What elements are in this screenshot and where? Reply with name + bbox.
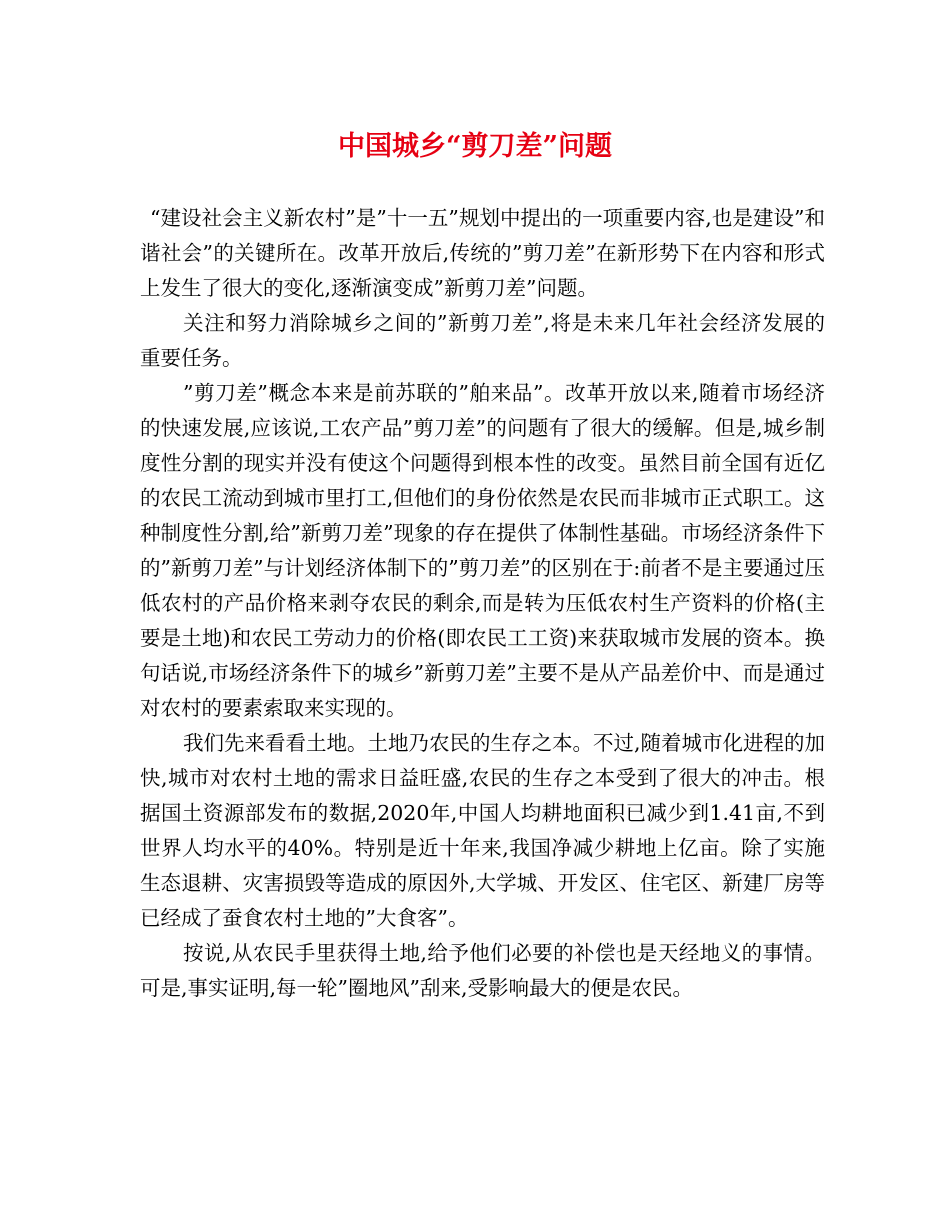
paragraph-5: 按说,从农民手里获得土地,给予他们必要的补偿也是天经地义的事情。可是,事实证明,每一轮”圈地风”刮来,受影响最大的便是农民。: [140, 941, 825, 1000]
paragraph-4: 我们先来看看土地。土地乃农民的生存之本。不过,随着城市化进程的加快,城市对农村土地的需求日益旺盛,农民的生存之本受到了很大的冲击。根据国土资源部发布的数据,2020年,中国人均耕地面积已减少到1.41亩,不到世界人均水平的40%。特别是近十年来,我国净减少耕地上亿亩。除了实施生态退耕、灾害损毁等造成的原因外,大学城、开发区、住宅区、新建厂房等已经成了蚕食农村土地的”大食客”。: [140, 731, 826, 930]
document-body: [140, 201, 825, 1006]
document-title: 中国城乡“剪刀差”问题: [337, 131, 613, 162]
paragraph-1: “建设社会主义新农村”是”十一五”规划中提出的一项重要内容,也是建设”和谐社会”的关键所在。改革开放后,传统的”剪刀差”在新形势下在内容和形式上发生了很大的变化,逐渐演变成”新剪刀差”问题。: [140, 206, 825, 300]
paragraph-2: 关注和努力消除城乡之间的”新剪刀差”,将是未来几年社会经济发展的重要任务。: [140, 311, 825, 370]
paragraph-3: ”剪刀差”概念本来是前苏联的”舶来品”。改革开放以来,随着市场经济的快速发展,应该说,工农产品”剪刀差”的问题有了很大的缓解。但是,城乡制度性分割的现实并没有使这个问题得到根本性的改变。虽然目前全国有近亿的农民工流动到城市里打工,但他们的身份依然是农民而非城市正式职工。这种制度性分割,给”新剪刀差”现象的存在提供了体制性基础。市场经济条件下的”新剪刀差”与计划经济体制下的”剪刀差”的区别在于:前者不是主要通过压低农村的产品价格来剥夺农民的剩余,而是转为压低农村生产资料的价格(主要是土地)和农民工劳动力的价格(即农民工工资)来获取城市发展的资本。换句话说,市场经济条件下的城乡”新剪刀差”主要不是从产品差价中、而是通过对农村的要素索取来实现的。: [140, 381, 825, 720]
